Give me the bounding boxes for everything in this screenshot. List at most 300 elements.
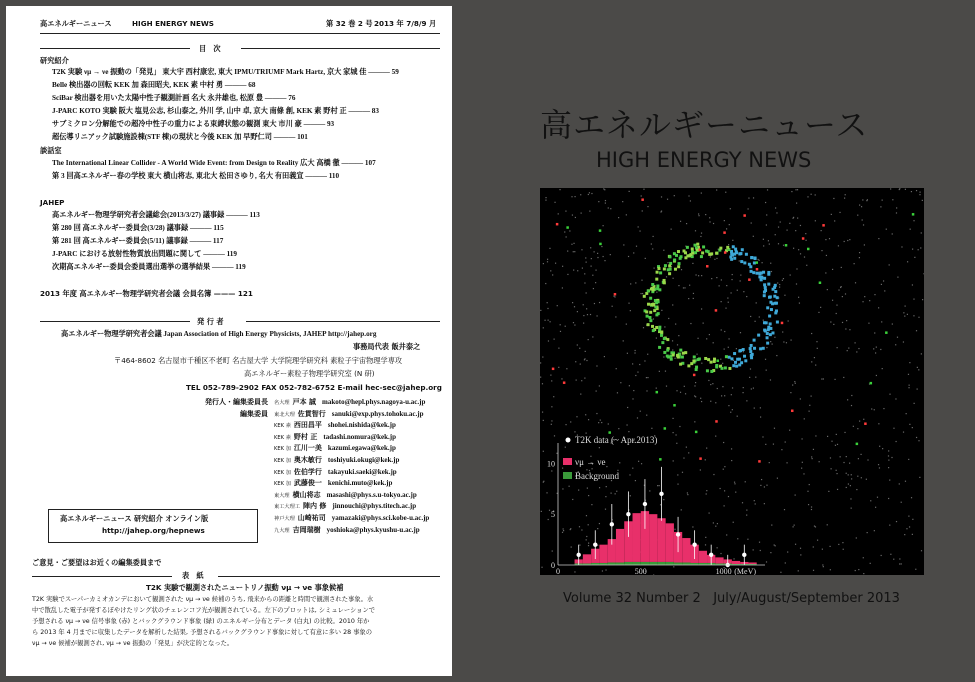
ring-hit: [710, 370, 713, 373]
pmt-hit: [597, 257, 598, 258]
pmt-hit: [809, 405, 810, 406]
pmt-hit: [853, 426, 854, 427]
pmt-hit: [726, 285, 727, 286]
pmt-hit: [867, 532, 868, 533]
pmt-hit: [722, 386, 723, 387]
ring-hit: [775, 302, 778, 305]
ring-hit: [656, 284, 659, 287]
pmt-hit: [558, 213, 559, 214]
pmt-hit: [615, 493, 616, 494]
pmt-hit: [825, 272, 826, 273]
toc-item[interactable]: 第 281 回 高エネルギー委員会(5/11) 議事録 ——— 117: [52, 237, 224, 245]
editor-role: 編集委員: [240, 409, 268, 418]
pmt-hit: [823, 566, 824, 567]
pmt-hit: [796, 283, 797, 284]
ring-hit: [694, 251, 697, 254]
pmt-hit: [764, 503, 765, 504]
noise-hit: [614, 293, 617, 296]
pmt-hit: [705, 544, 706, 545]
ring-hit: [674, 268, 677, 271]
editor-name: 吉岡瑞樹: [292, 525, 321, 534]
pmt-hit: [909, 424, 910, 425]
pmt-hit: [780, 572, 781, 573]
pmt-hit: [751, 388, 752, 389]
pmt-hit: [693, 293, 694, 294]
editor-affiliation: 東北大理: [274, 411, 295, 418]
pmt-hit: [911, 497, 912, 498]
pmt-hit: [701, 363, 702, 364]
pmt-hit: [754, 321, 755, 322]
pmt-hit: [827, 289, 828, 290]
editor-email[interactable]: kenichi.muto@kek.jp: [327, 479, 393, 488]
pmt-hit: [870, 563, 871, 564]
pmt-hit: [794, 381, 795, 382]
pmt-hit: [901, 502, 902, 503]
pmt-hit: [847, 350, 848, 351]
pmt-hit: [701, 232, 702, 233]
y-tick-label: 5: [551, 510, 555, 520]
cover-rule-right: [218, 576, 440, 577]
pmt-hit: [729, 224, 730, 225]
pmt-hit: [586, 433, 587, 434]
ring-hit: [673, 252, 676, 255]
pmt-hit: [845, 194, 846, 195]
pmt-hit: [572, 499, 573, 500]
pmt-hit: [566, 368, 567, 369]
ring-hit: [719, 247, 722, 250]
pmt-hit: [847, 399, 848, 400]
legend-background-swatch: [563, 472, 572, 479]
pmt-hit: [728, 405, 729, 406]
ring-hit: [651, 325, 654, 328]
pmt-hit: [632, 398, 633, 399]
pmt-hit: [759, 316, 760, 317]
pmt-hit: [646, 377, 647, 378]
pmt-hit: [740, 274, 741, 275]
pmt-hit: [651, 428, 652, 429]
pmt-hit: [740, 280, 741, 281]
editor-email[interactable]: tadashi.nomura@kek.jp: [323, 432, 396, 441]
pmt-hit: [874, 530, 875, 531]
pmt-hit: [830, 569, 831, 570]
ring-hit: [775, 309, 778, 312]
pmt-hit: [888, 455, 889, 456]
pmt-hit: [774, 544, 775, 545]
pmt-hit: [813, 570, 814, 571]
pmt-hit: [543, 327, 544, 328]
pmt-hit: [640, 411, 641, 412]
editor-name: 佐貫智行: [297, 409, 326, 418]
pmt-hit: [895, 344, 896, 345]
editor-email[interactable]: masashi@phys.s.u-tokyo.ac.jp: [326, 490, 417, 499]
publisher-rep: 事務局代表 飯井泰之: [353, 342, 421, 351]
pmt-hit: [588, 524, 589, 525]
ring-hit: [681, 356, 684, 359]
pmt-hit: [635, 282, 636, 283]
pmt-hit: [854, 263, 855, 264]
editor-email[interactable]: shohei.nishida@kek.jp: [327, 421, 396, 430]
pmt-hit: [863, 224, 864, 225]
editor-email[interactable]: toshiyuki.okugi@kek.jp: [327, 456, 400, 464]
ring-hit: [767, 283, 770, 286]
pmt-hit: [871, 408, 872, 409]
pmt-hit: [795, 383, 796, 384]
pmt-hit: [714, 259, 715, 260]
ring-hit: [666, 338, 669, 341]
toc-item[interactable]: 第 280 回 高エネルギー委員会(3/28) 議事録 ——— 115: [52, 224, 224, 232]
ring-hit: [696, 243, 699, 246]
pmt-hit: [860, 454, 861, 455]
pmt-hit: [728, 302, 729, 303]
pmt-hit: [576, 416, 577, 417]
pmt-hit: [877, 497, 878, 498]
pmt-hit: [838, 544, 839, 545]
toc-item[interactable]: T2K 実験 νμ → νe 振動の「発見」 東大宇 西村康宏, 東大 IPMU/TRIUMF Mark Hartz, 京大 家城 佳 ——— 59: [52, 68, 399, 76]
pmt-hit: [667, 262, 668, 263]
editor-name: 横山将志: [292, 490, 321, 499]
pmt-hit: [836, 434, 837, 435]
ring-hit: [686, 246, 689, 249]
pmt-hit: [861, 477, 862, 478]
editor-affiliation: 神戸大理: [274, 516, 295, 522]
pmt-hit: [661, 211, 662, 212]
toc-item[interactable]: 次期高エネルギー委員会委員選出選挙の選挙結果 ——— 119: [52, 263, 246, 271]
pmt-hit: [630, 283, 631, 284]
pmt-hit: [763, 245, 764, 246]
pmt-hit: [586, 539, 587, 540]
pmt-hit: [899, 188, 900, 189]
pmt-hit: [724, 348, 725, 349]
pmt-hit: [851, 474, 852, 475]
pmt-hit: [814, 357, 815, 358]
pmt-hit: [786, 230, 787, 231]
pmt-hit: [578, 489, 579, 490]
ring-hit: [773, 295, 776, 298]
pmt-hit: [586, 360, 587, 361]
pmt-hit: [717, 547, 718, 548]
pmt-hit: [574, 196, 575, 197]
online-url[interactable]: http://jahep.org/hepnews: [102, 526, 205, 535]
pmt-hit: [592, 336, 593, 337]
toc-item[interactable]: 2013 年度 高エネルギー物理学研究者会議 会員名簿 ——— 121: [40, 289, 253, 298]
pmt-hit: [760, 485, 761, 486]
pmt-hit: [908, 516, 909, 517]
pmt-hit: [562, 266, 563, 267]
pmt-hit: [672, 340, 673, 341]
toc-item[interactable]: The International Linear Collider - A World Wide Event: from Design to Reality 広大 高橋 徹 ——— 107: [52, 159, 376, 167]
cover-note-line: νμ → νe 候補が観測され, νμ → νe 振動の「発見」が決定的となった。: [32, 640, 234, 647]
pmt-hit: [719, 285, 720, 286]
cover-rule-left: [32, 576, 172, 577]
pmt-hit: [687, 494, 688, 495]
editor-name: 奥木敏行: [293, 456, 322, 464]
pmt-hit: [751, 222, 752, 223]
ring-hit: [751, 353, 754, 356]
pmt-hit: [723, 442, 724, 443]
pmt-hit: [811, 361, 812, 362]
pmt-hit: [857, 215, 858, 216]
pmt-hit: [769, 462, 770, 463]
pmt-hit: [551, 470, 552, 471]
pmt-hit: [856, 489, 857, 490]
pmt-hit: [605, 200, 606, 201]
pmt-hit: [546, 492, 547, 493]
pmt-hit: [605, 496, 606, 497]
pmt-hit: [819, 461, 820, 462]
pmt-hit: [807, 491, 808, 492]
pmt-hit: [807, 196, 808, 197]
pmt-hit: [661, 196, 662, 197]
pmt-hit: [599, 385, 600, 386]
pmt-hit: [836, 305, 837, 306]
ring-hit: [749, 347, 752, 350]
pmt-hit: [581, 380, 582, 381]
pmt-hit: [907, 314, 908, 315]
pmt-hit: [793, 248, 794, 249]
editor-email[interactable]: yamazaki@phys.sci.kobe-u.ac.jp: [331, 514, 430, 522]
ring-hit: [655, 326, 658, 329]
pmt-hit: [728, 347, 729, 348]
pmt-hit: [732, 409, 733, 410]
pmt-hit: [728, 338, 729, 339]
pmt-hit: [882, 368, 883, 369]
pmt-hit: [749, 377, 750, 378]
ring-hit: [647, 323, 650, 326]
pmt-hit: [715, 526, 716, 527]
pmt-hit: [583, 322, 584, 323]
pmt-hit: [753, 387, 754, 388]
pmt-hit: [766, 561, 767, 562]
pmt-hit: [637, 417, 638, 418]
editor-name: 戸本 誠: [292, 398, 317, 406]
pmt-hit: [848, 483, 849, 484]
pmt-hit: [694, 395, 695, 396]
pmt-hit: [843, 549, 844, 550]
pmt-hit: [858, 458, 859, 459]
pmt-hit: [586, 308, 587, 309]
pmt-hit: [721, 395, 722, 396]
pmt-hit: [597, 528, 598, 529]
data-point: [709, 553, 713, 557]
pmt-hit: [724, 466, 725, 467]
pmt-hit: [892, 233, 893, 234]
pmt-hit: [765, 359, 766, 360]
ring-hit: [667, 268, 670, 271]
ring-hit: [668, 272, 671, 275]
pmt-hit: [540, 310, 541, 311]
toc-item[interactable]: 第 3 回高エネルギー春の学校 東大 横山将志, 東北大 松田さゆり, 名大 有田義宣 ——— 110: [52, 172, 340, 180]
pmt-hit: [753, 549, 754, 550]
pmt-hit: [618, 217, 619, 218]
toc-item[interactable]: J-PARC KOTO 実験 阪大 塩見公志, 杉山泰之, 外川 学, 山中 卓, 京大 南條 創, KEK 素 野村 正 ——— 83: [52, 107, 379, 115]
pmt-hit: [848, 474, 849, 475]
pmt-hit: [834, 379, 835, 380]
pmt-hit: [912, 249, 913, 250]
pmt-hit: [626, 424, 627, 425]
pmt-hit: [569, 486, 570, 487]
pmt-hit: [663, 356, 664, 357]
pmt-hit: [919, 192, 920, 193]
pmt-hit: [588, 543, 589, 544]
pmt-hit: [836, 313, 837, 314]
pmt-hit: [680, 392, 681, 393]
pmt-hit: [697, 338, 698, 339]
pmt-hit: [562, 468, 563, 469]
background-bar: [624, 562, 632, 565]
pmt-hit: [922, 200, 923, 201]
pmt-hit: [811, 395, 812, 396]
pmt-hit: [918, 249, 919, 250]
pmt-hit: [826, 255, 827, 256]
pmt-hit: [674, 529, 675, 530]
ring-hit: [677, 250, 680, 253]
pmt-hit: [551, 420, 552, 421]
pmt-hit: [811, 333, 812, 334]
pmt-hit: [541, 567, 542, 568]
pmt-hit: [585, 257, 586, 258]
pmt-hit: [918, 369, 919, 370]
pmt-hit: [759, 260, 760, 261]
toc-item[interactable]: SciBar 検出器を用いた太陽中性子観測計画 名大 永井雄也, 松原 豊 ——— 76: [52, 94, 296, 102]
pmt-hit: [695, 230, 696, 231]
ring-hit: [648, 316, 651, 319]
signal-bar: [699, 551, 707, 563]
pmt-hit: [916, 437, 917, 438]
pmt-hit: [911, 191, 912, 192]
pmt-hit: [889, 264, 890, 265]
pmt-hit: [907, 261, 908, 262]
ring-hit: [652, 304, 655, 307]
pmt-hit: [834, 220, 835, 221]
pmt-hit: [677, 484, 678, 485]
editor-email[interactable]: makoto@hepl.phys.nagoya-u.ac.jp: [322, 398, 426, 406]
ring-hit: [684, 351, 687, 354]
pmt-hit: [811, 194, 812, 195]
pmt-hit: [586, 536, 587, 537]
editor-name: 武藤俊一: [293, 479, 322, 488]
pmt-hit: [798, 570, 799, 571]
pmt-hit: [661, 310, 662, 311]
noise-hit: [807, 248, 810, 251]
toc-item[interactable]: 高エネルギー物理学研究者会議総会(2013/3/27) 議事録 ——— 113: [52, 211, 260, 219]
pmt-hit: [644, 360, 645, 361]
pmt-hit: [851, 508, 852, 509]
pmt-hit: [778, 243, 779, 244]
toc-item[interactable]: Belle 検出器の回転 KEK 加 森田昭夫, KEK 素 中村 勇 ——— 68: [52, 81, 256, 89]
pmt-hit: [909, 362, 910, 363]
ring-hit: [743, 355, 746, 358]
ring-hit: [655, 278, 658, 281]
pmt-hit: [859, 252, 860, 253]
toc-rule-left: [40, 48, 190, 49]
pmt-hit: [881, 321, 882, 322]
pmt-hit: [790, 274, 791, 275]
pmt-hit: [595, 270, 596, 271]
pmt-hit: [547, 261, 548, 262]
pmt-hit: [783, 245, 784, 246]
pmt-hit: [547, 302, 548, 303]
pmt-hit: [565, 424, 566, 425]
pmt-hit: [830, 457, 831, 458]
ring-hit: [774, 290, 777, 293]
pmt-hit: [695, 274, 696, 275]
editor-email[interactable]: sanuki@exp.phys.tohoku.ac.jp: [331, 409, 424, 418]
pmt-hit: [713, 223, 714, 224]
pmt-hit: [884, 290, 885, 291]
pmt-hit: [571, 196, 572, 197]
ring-hit: [744, 359, 747, 362]
pmt-hit: [550, 375, 551, 376]
pmt-hit: [596, 413, 597, 414]
signal-bar: [616, 529, 624, 563]
pmt-hit: [716, 258, 717, 259]
pmt-hit: [914, 403, 915, 404]
pmt-hit: [839, 212, 840, 213]
pmt-hit: [817, 540, 818, 541]
pmt-hit: [645, 258, 646, 259]
ring-hit: [750, 344, 753, 347]
ring-hit: [753, 347, 756, 350]
pmt-hit: [788, 320, 789, 321]
event-display: [540, 188, 924, 575]
toc-item[interactable]: J-PARC における放射性物質放出問題に関して ——— 119: [52, 250, 237, 258]
editor-email[interactable]: yoshioka@phys.kyushu-u.ac.jp: [326, 525, 420, 534]
pmt-hit: [659, 371, 660, 372]
pmt-hit: [790, 392, 791, 393]
editor-row: [196, 456, 399, 466]
noise-hit: [819, 281, 822, 284]
pmt-hit: [734, 483, 735, 484]
editor-email[interactable]: jinnouchi@phys.titech.ac.jp: [332, 502, 417, 511]
pmt-hit: [584, 273, 585, 274]
pmt-hit: [634, 352, 635, 353]
ring-hit: [758, 275, 761, 278]
ring-hit: [753, 339, 756, 342]
toc-item[interactable]: サブミクロン分解能での超冷中性子の重力による束縛状態の観測 東大 市川 豪 ——— 93: [52, 120, 335, 128]
pmt-hit: [673, 432, 674, 433]
pmt-hit: [837, 489, 838, 490]
editor-email[interactable]: kazumi.egawa@kek.jp: [327, 444, 396, 453]
ring-hit: [657, 267, 660, 270]
pmt-hit: [695, 382, 696, 383]
noise-hit: [743, 214, 746, 217]
pmt-hit: [610, 493, 611, 494]
pmt-hit: [897, 337, 898, 338]
pmt-hit: [672, 349, 673, 350]
pmt-hit: [557, 493, 558, 494]
toc-item[interactable]: 超伝導リニアック試験施設棟(STF 棟)の現状と今後 KEK 加 早野仁司 ——— 101: [52, 133, 308, 141]
pmt-hit: [857, 476, 858, 477]
pmt-hit: [777, 282, 778, 283]
ring-hit: [647, 303, 650, 306]
noise-hit: [664, 427, 667, 430]
editor-email[interactable]: takayuki.saeki@kek.jp: [327, 467, 397, 476]
ring-hit: [734, 248, 737, 251]
pmt-hit: [850, 498, 851, 499]
pmt-hit: [633, 390, 634, 391]
ring-hit: [743, 261, 746, 264]
pmt-hit: [892, 199, 893, 200]
ring-hit: [676, 354, 679, 357]
pmt-hit: [560, 324, 561, 325]
pmt-hit: [602, 570, 603, 571]
pmt-hit: [862, 199, 863, 200]
pmt-hit: [652, 248, 653, 249]
pmt-hit: [642, 293, 643, 294]
ring-hit: [710, 361, 713, 364]
pmt-hit: [647, 377, 648, 378]
pmt-hit: [635, 350, 636, 351]
